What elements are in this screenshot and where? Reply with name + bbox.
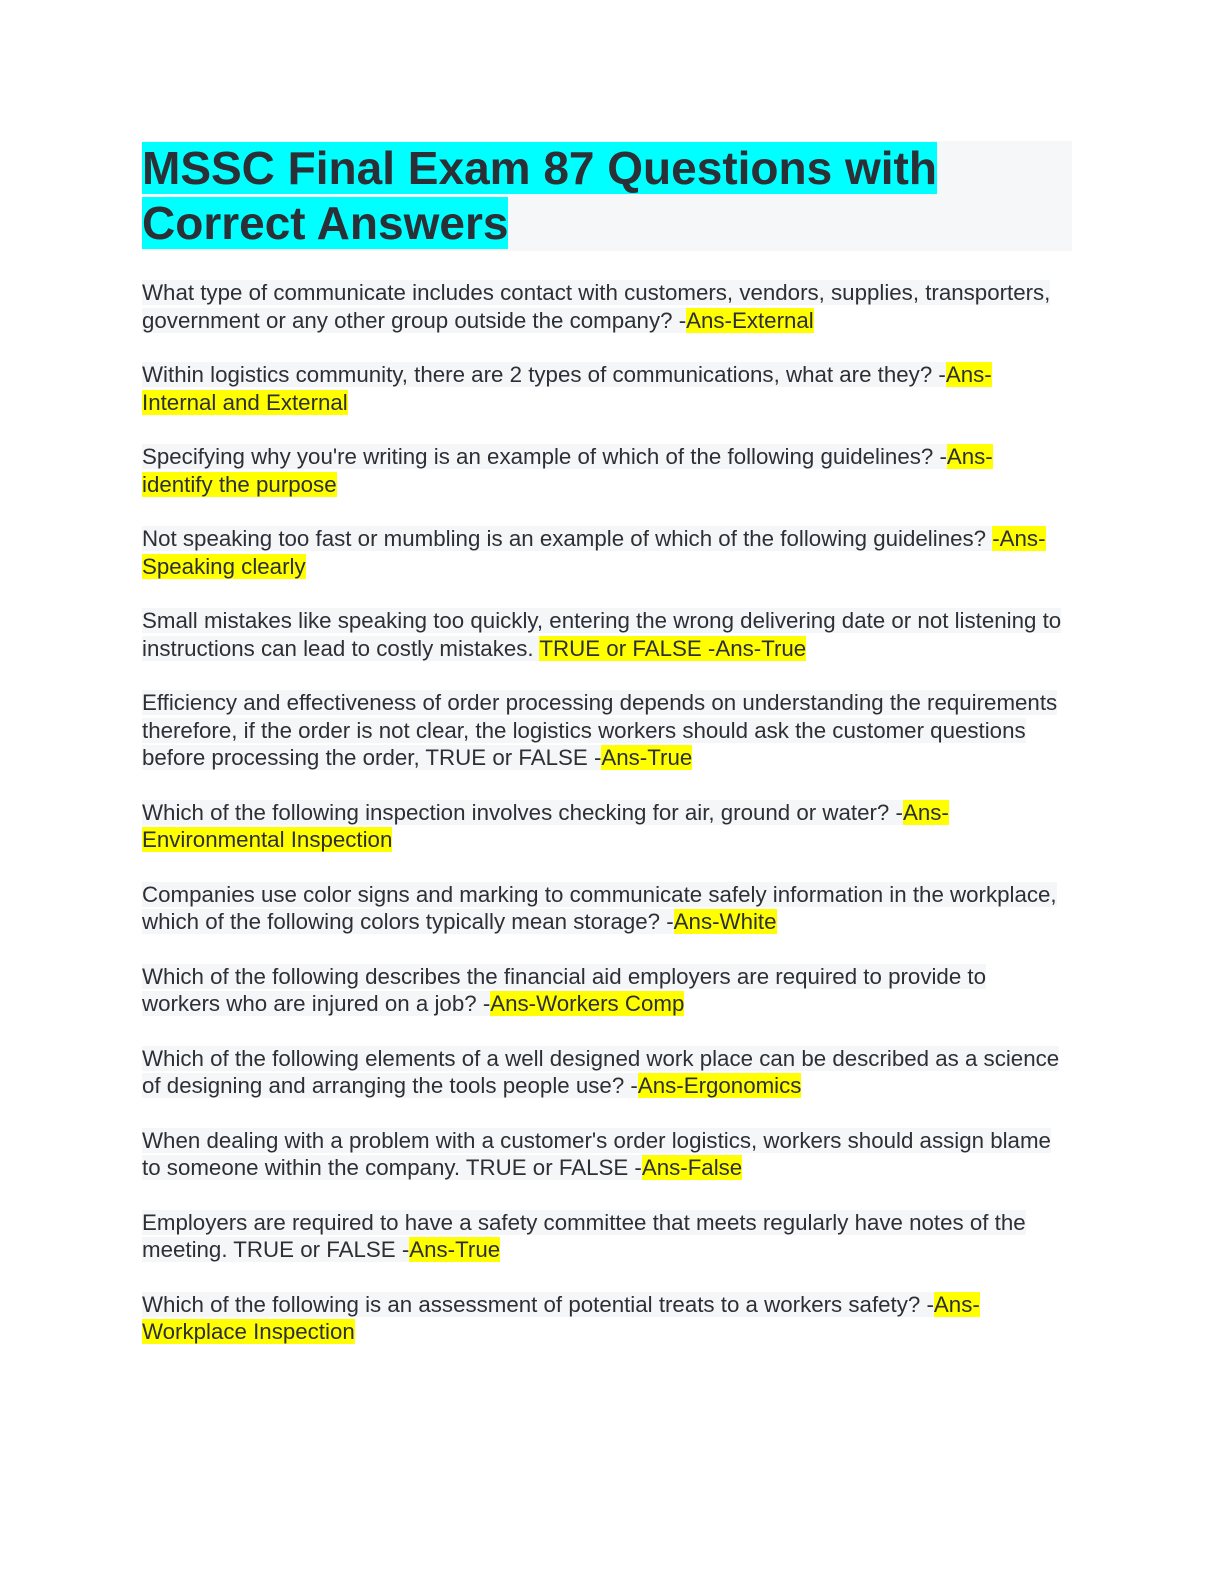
qa-item — [142, 1045, 1062, 1100]
answer-text: Ans-Workplace Inspection — [142, 1291, 980, 1344]
question-text: Not speaking too fast or mumbling is an example of which of the following guidelines? — [142, 526, 993, 551]
qa-item — [142, 1209, 1062, 1264]
answer-text: Ans-True — [601, 745, 693, 770]
answer-text: Ans-Environmental Inspection — [142, 799, 949, 852]
answer-text: Ans-identify the purpose — [142, 444, 993, 497]
qa-item — [142, 689, 1062, 772]
question-text: When dealing with a problem with a customer's order logistics, workers should assign blame to someone within the company. TRUE or FALSE - — [142, 1127, 1051, 1180]
qa-item — [142, 1127, 1062, 1182]
page-title-text: MSSC Final Exam 87 Questions with Correct Answers — [142, 142, 937, 249]
answer-text: Ans-False — [641, 1155, 743, 1180]
answer-text: Ans-White — [673, 909, 777, 934]
question-text: Efficiency and effectiveness of order processing depends on understanding the requirements therefore, if the order is not clear, the logistics workers should ask the customer questions before processing the order, TRUE or FALSE - — [142, 690, 1058, 770]
answer-text: Ans-External — [686, 307, 814, 333]
question-text: Which of the following elements of a well designed work place can be described as a science of designing and arranging the tools people use? - — [142, 1045, 1060, 1098]
question-text: Which of the following describes the financial aid employers are required to provide to workers who are injured on a job? - — [142, 963, 987, 1016]
qa-item — [142, 881, 1062, 936]
question-text: Employers are required to have a safety committee that meets regularly have notes of the meeting. TRUE or FALSE - — [142, 1209, 1026, 1262]
page-title — [142, 141, 1022, 251]
qa-item — [142, 963, 1062, 1018]
answer-text: TRUE or FALSE -Ans-True — [539, 635, 807, 661]
question-text: Specifying why you're writing is an example of which of the following guidelines? - — [142, 444, 947, 469]
answer-text: Ans-Workers Comp — [490, 991, 685, 1016]
qa-item — [142, 799, 1062, 854]
question-text: Which of the following is an assessment of potential treats to a workers safety? - — [142, 1291, 934, 1317]
answer-text: Ans-True — [409, 1237, 501, 1262]
qa-item — [142, 443, 1062, 498]
qa-item — [142, 1291, 1062, 1346]
qa-item — [142, 607, 1062, 662]
answer-text: Ans-Internal and External — [142, 362, 992, 415]
qa-item — [142, 361, 1062, 416]
qa-list — [142, 279, 1062, 1373]
question-text: Within logistics community, there are 2 types of communications, what are they? - — [142, 362, 946, 387]
question-text: What type of communicate includes contact with customers, vendors, supplies, transporters, government or any other group outside the company? - — [142, 280, 1051, 333]
answer-text: -Ans-Speaking clearly — [142, 526, 1046, 579]
question-text: Companies use color signs and marking to communicate safely information in the workplace, which of the following colors typically mean storage? - — [142, 881, 1057, 934]
question-text: Small mistakes like speaking too quickly, entering the wrong delivering date or not listening to instructions can lead to costly mistakes. — [142, 608, 1062, 661]
qa-item — [142, 525, 1062, 580]
question-text: Which of the following inspection involves checking for air, ground or water? - — [142, 799, 903, 825]
title-block — [142, 141, 1072, 251]
qa-item — [142, 279, 1062, 334]
answer-text: Ans-Ergonomics — [637, 1073, 802, 1098]
